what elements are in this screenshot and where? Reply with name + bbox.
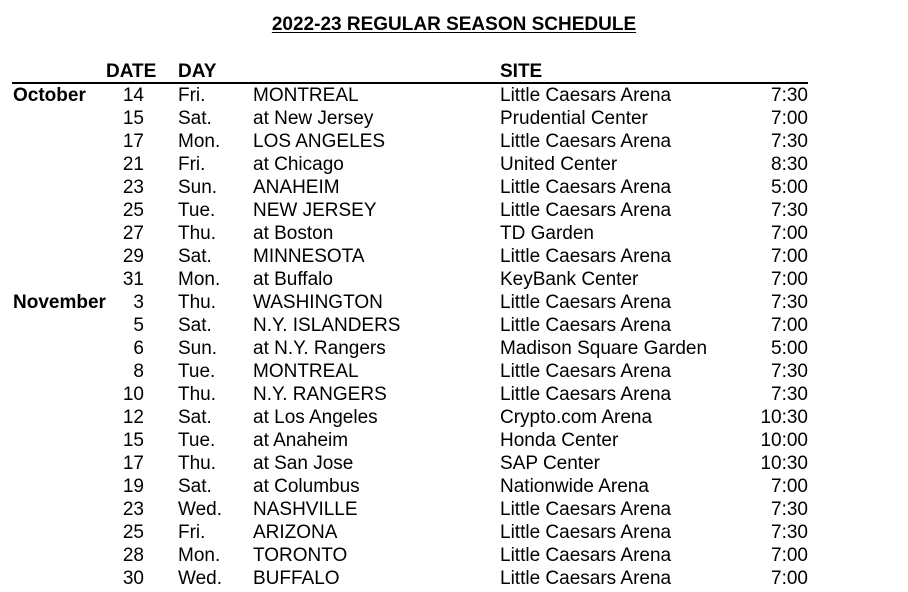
game-date: 27 — [122, 223, 144, 244]
game-site: Madison Square Garden — [500, 338, 708, 359]
table-row — [0, 452, 908, 475]
game-opponent: LOS ANGELES — [253, 131, 386, 152]
game-time: 7:00 — [771, 476, 808, 497]
game-site: Little Caesars Arena — [500, 361, 672, 382]
game-time: 7:00 — [771, 568, 808, 589]
game-site: Little Caesars Arena — [500, 131, 672, 152]
table-row — [0, 314, 908, 337]
game-opponent: at N.Y. Rangers — [253, 338, 386, 359]
game-day: Thu. — [178, 453, 217, 474]
game-day: Fri. — [178, 522, 206, 543]
game-date: 6 — [133, 338, 144, 359]
game-time: 5:00 — [771, 177, 808, 198]
game-time: 7:30 — [771, 85, 808, 106]
game-day: Thu. — [178, 384, 217, 405]
game-time: 10:30 — [760, 407, 808, 428]
game-day: Sat. — [178, 315, 212, 336]
game-site: Little Caesars Arena — [500, 545, 672, 566]
game-day: Sun. — [178, 177, 218, 198]
game-opponent: TORONTO — [253, 545, 348, 566]
column-header-date: DATE — [106, 61, 157, 82]
game-opponent: MONTREAL — [253, 361, 359, 382]
game-opponent: at Los Angeles — [253, 407, 378, 428]
table-row — [0, 84, 908, 107]
game-day: Sat. — [178, 407, 212, 428]
game-site: Little Caesars Arena — [500, 568, 672, 589]
game-site: Little Caesars Arena — [500, 499, 672, 520]
table-row — [0, 130, 908, 153]
table-row — [0, 521, 908, 544]
table-row — [0, 153, 908, 176]
game-site: Little Caesars Arena — [500, 315, 672, 336]
game-day: Mon. — [178, 131, 221, 152]
game-day: Wed. — [178, 568, 223, 589]
game-date: 8 — [133, 361, 144, 382]
game-site: Crypto.com Arena — [500, 407, 653, 428]
table-row — [0, 107, 908, 130]
table-row — [0, 498, 908, 521]
game-time: 7:30 — [771, 292, 808, 313]
game-opponent: at Boston — [253, 223, 334, 244]
game-day: Mon. — [178, 545, 221, 566]
table-row — [0, 199, 908, 222]
game-day: Sun. — [178, 338, 218, 359]
game-site: KeyBank Center — [500, 269, 639, 290]
game-opponent: at Columbus — [253, 476, 360, 497]
table-row — [0, 567, 908, 590]
game-date: 23 — [122, 499, 144, 520]
game-site: Little Caesars Arena — [500, 246, 672, 267]
table-row — [0, 475, 908, 498]
game-opponent: NEW JERSEY — [253, 200, 377, 221]
table-row — [0, 406, 908, 429]
game-time: 7:30 — [771, 200, 808, 221]
game-date: 30 — [122, 568, 144, 589]
game-opponent: BUFFALO — [253, 568, 340, 589]
game-date: 19 — [122, 476, 144, 497]
game-site: Little Caesars Arena — [500, 292, 672, 313]
game-day: Tue. — [178, 361, 216, 382]
game-date: 14 — [122, 85, 144, 106]
game-time: 7:00 — [771, 246, 808, 267]
table-row — [0, 245, 908, 268]
game-time: 7:30 — [771, 361, 808, 382]
page-title — [0, 14, 908, 36]
game-opponent: WASHINGTON — [253, 292, 383, 313]
game-date: 25 — [122, 522, 144, 543]
game-site: Little Caesars Arena — [500, 384, 672, 405]
game-opponent: ANAHEIM — [253, 177, 340, 198]
game-day: Sat. — [178, 246, 212, 267]
game-time: 7:00 — [771, 269, 808, 290]
game-opponent: at San Jose — [253, 453, 354, 474]
game-site: Little Caesars Arena — [500, 85, 672, 106]
game-date: 29 — [122, 246, 144, 267]
column-header-day: DAY — [178, 61, 217, 82]
game-opponent: MONTREAL — [253, 85, 359, 106]
month-label: November — [13, 292, 106, 313]
game-day: Sat. — [178, 476, 212, 497]
table-row — [0, 268, 908, 291]
table-row — [0, 291, 908, 314]
table-row — [0, 360, 908, 383]
game-date: 25 — [122, 200, 144, 221]
game-opponent: at Buffalo — [253, 269, 333, 290]
game-opponent: ARIZONA — [253, 522, 338, 543]
game-date: 28 — [122, 545, 144, 566]
game-date: 10 — [122, 384, 144, 405]
game-date: 3 — [133, 292, 144, 313]
game-day: Wed. — [178, 499, 223, 520]
game-site: SAP Center — [500, 453, 600, 474]
game-date: 17 — [122, 131, 144, 152]
column-header-site: SITE — [500, 61, 543, 82]
game-site: Prudential Center — [500, 108, 648, 129]
game-time: 7:00 — [771, 108, 808, 129]
page-title-text: 2022-23 REGULAR SEASON SCHEDULE — [271, 14, 637, 35]
game-time: 5:00 — [771, 338, 808, 359]
game-date: 15 — [122, 108, 144, 129]
game-opponent: NASHVILLE — [253, 499, 358, 520]
game-opponent: N.Y. RANGERS — [253, 384, 387, 405]
table-row — [0, 544, 908, 567]
game-time: 7:30 — [771, 131, 808, 152]
game-site: United Center — [500, 154, 618, 175]
game-day: Thu. — [178, 223, 217, 244]
game-opponent: at Anaheim — [253, 430, 349, 451]
game-time: 10:00 — [760, 430, 808, 451]
game-date: 31 — [122, 269, 144, 290]
game-day: Tue. — [178, 430, 216, 451]
table-row — [0, 222, 908, 245]
game-date: 17 — [122, 453, 144, 474]
game-day: Fri. — [178, 85, 206, 106]
game-site: Little Caesars Arena — [500, 522, 672, 543]
game-day: Mon. — [178, 269, 221, 290]
game-date: 23 — [122, 177, 144, 198]
game-day: Tue. — [178, 200, 216, 221]
game-site: Honda Center — [500, 430, 619, 451]
game-opponent: N.Y. ISLANDERS — [253, 315, 401, 336]
month-label: October — [13, 85, 86, 106]
game-time: 7:00 — [771, 545, 808, 566]
table-row — [0, 383, 908, 406]
game-time: 7:30 — [771, 522, 808, 543]
game-day: Sat. — [178, 108, 212, 129]
game-time: 8:30 — [771, 154, 808, 175]
schedule-table — [0, 84, 908, 590]
game-opponent: MINNESOTA — [253, 246, 365, 267]
game-time: 10:30 — [760, 453, 808, 474]
game-day: Thu. — [178, 292, 217, 313]
game-time: 7:30 — [771, 384, 808, 405]
game-opponent: at New Jersey — [253, 108, 374, 129]
game-site: Nationwide Arena — [500, 476, 649, 497]
game-time: 7:30 — [771, 499, 808, 520]
game-date: 5 — [133, 315, 144, 336]
game-time: 7:00 — [771, 315, 808, 336]
game-time: 7:00 — [771, 223, 808, 244]
game-date: 21 — [122, 154, 144, 175]
game-site: TD Garden — [500, 223, 594, 244]
game-date: 15 — [122, 430, 144, 451]
game-site: Little Caesars Arena — [500, 177, 672, 198]
game-date: 12 — [122, 407, 144, 428]
game-day: Fri. — [178, 154, 206, 175]
table-row — [0, 176, 908, 199]
table-row — [0, 337, 908, 360]
game-site: Little Caesars Arena — [500, 200, 672, 221]
game-opponent: at Chicago — [253, 154, 344, 175]
table-row — [0, 429, 908, 452]
